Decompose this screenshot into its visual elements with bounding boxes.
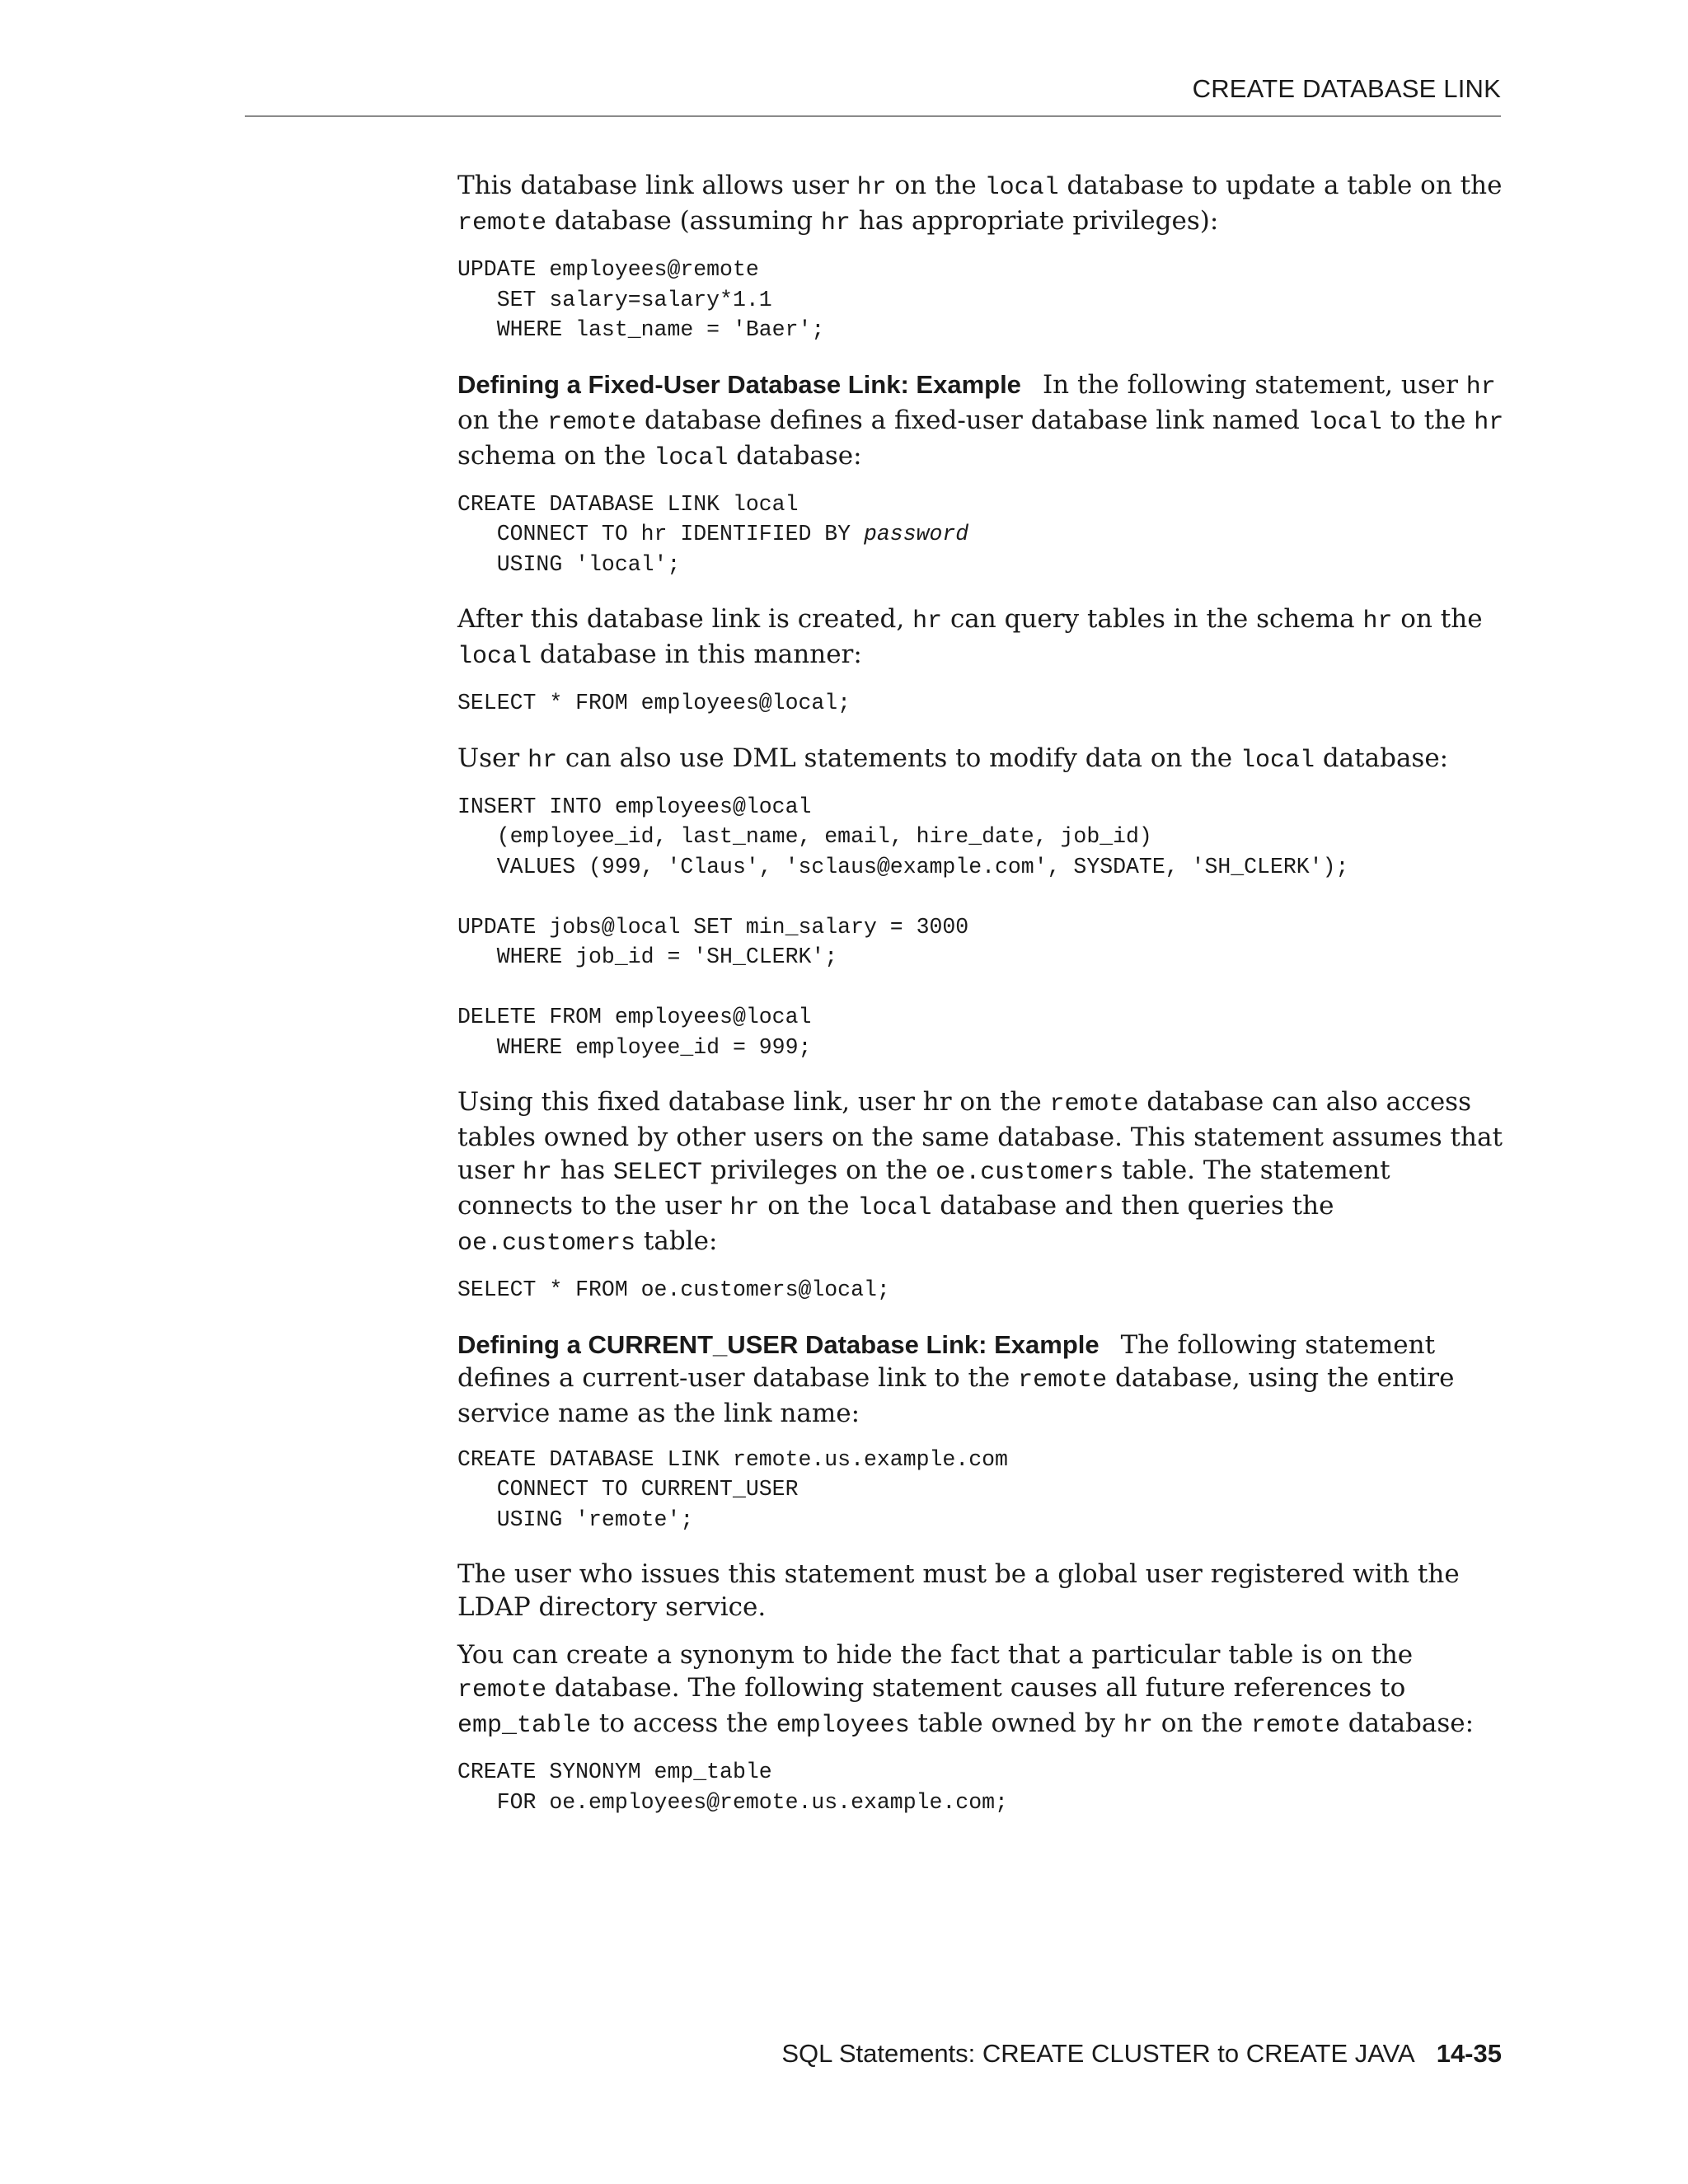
- code-example-dml: INSERT INTO employees@local (employee_id, last_name, email, hire_date, job_id) VALUES (999, 'Claus', 'sclaus@example.com', SYSDATE, 'SH_CLERK'); UPDATE jobs@local SET min_salary = 3000 WHERE job_id = 'SH_CLERK'; DELETE FROM employees@local WHERE employee_id = 999;: [457, 794, 1349, 1060]
- example-heading: Defining a Fixed-User Database Link: Example: [457, 369, 1021, 399]
- paragraph-update-remote: This database link allows user hr on the local database to update a table on the remote database (assuming hr has appropriate privileges):: [457, 171, 1503, 237]
- code-example-create-link-remote: CREATE DATABASE LINK remote.us.example.com CONNECT TO CURRENT_USER USING 'remote';: [457, 1446, 1008, 1532]
- paragraph-other-users-access: Using this fixed database link, user hr on the remote database can also access tables owned by other users on the same database. This statement assumes that user hr has SELECT privileges on the oe.customers table. The statement connects to the user hr on the local database and then queries the oe.customers table:: [457, 1087, 1503, 1258]
- code-example-select-customers: SELECT * FROM oe.customers@local;: [457, 1277, 890, 1302]
- paragraph-synonym: You can create a synonym to hide the fact that a particular table is on the remote database. The following statement causes all future references to emp_table to access the employees table owned by hr on the remote database:: [457, 1640, 1475, 1740]
- header-title: CREATE DATABASE LINK: [1192, 74, 1501, 103]
- page-number: 14-35: [1436, 2039, 1502, 2068]
- code-example-create-synonym: CREATE SYNONYM emp_table FOR oe.employees@remote.us.example.com;: [457, 1760, 1008, 1815]
- code-example-create-link-local: CREATE DATABASE LINK local CONNECT TO hr IDENTIFIED BY password USING 'local';: [457, 491, 969, 577]
- code-example-update: UPDATE employees@remote SET salary=salary*1.1 WHERE last_name = 'Baer';: [457, 257, 825, 342]
- code-example-select-local: SELECT * FROM employees@local;: [457, 691, 851, 715]
- footer-section-title: SQL Statements: CREATE CLUSTER to CREATE JAVA: [781, 2039, 1415, 2068]
- running-footer: [781, 2039, 1502, 2069]
- paragraph-query-after-create: After this database link is created, hr can query tables in the schema hr on the local database in this manner:: [457, 604, 1483, 671]
- paragraph-dml: User hr can also use DML statements to modify data on the local database:: [457, 743, 1449, 775]
- example-heading: Defining a CURRENT_USER Database Link: Example: [457, 1329, 1100, 1359]
- paragraph-current-user-example: Defining a CURRENT_USER Database Link: Example The following statement defines a current-user database link to the remote database, using the entire service name as the link name:: [457, 1329, 1455, 1428]
- page-body: [457, 169, 1504, 1840]
- paragraph-global-user: The user who issues this statement must be a global user registered with the LDAP directory service.: [457, 1559, 1460, 1622]
- paragraph-fixed-user-example: Defining a Fixed-User Database Link: Example In the following statement, user hr on the remote database defines a fixed-user database link named local to the hr schema on the local database:: [457, 369, 1504, 472]
- running-header: [245, 74, 1501, 117]
